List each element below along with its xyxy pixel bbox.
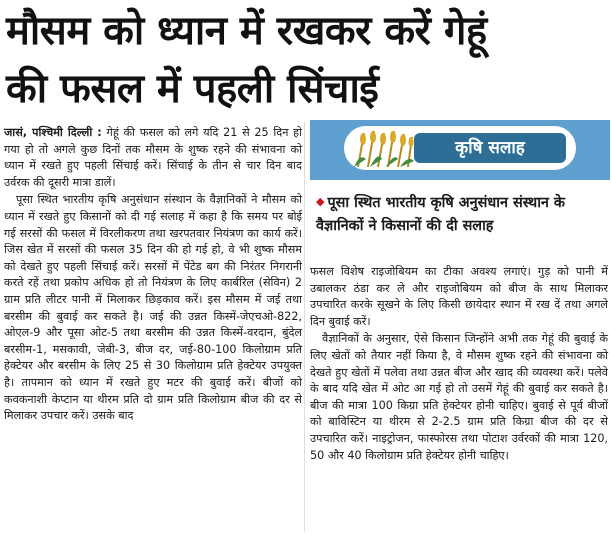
banner-badge (344, 126, 576, 170)
teaser-text: पूसा स्थित भारतीय कृषि अनुसंधान संस्थान के वैज्ञानिकों ने किसानों की दी सलाह (316, 195, 565, 234)
wheat-icon (350, 129, 416, 167)
bullet-icon: ◆ (316, 195, 325, 208)
headline-line-1: मौसम को ध्यान में रखकर करें गेहूं (6, 8, 487, 54)
headline (6, 2, 606, 118)
headline-line-2: की फसल में पहली सिंचाई (6, 66, 379, 112)
column-divider (304, 122, 305, 532)
article-paragraph: पूसा स्थित भारतीय कृषि अनुसंधान संस्थान के वैज्ञानिकों ने मौसम को ध्यान में रखते हुए किसानों को दी गई सलाह में कहा है कि समय पर बोई गई सरसों की फसल में विरलीकरण तथा खरपतवार नियंत्रण का कार्य करें। जिस खेत में सरसों की फसल 35 दिन की हो गई हो, वे भी शुष्क मौसम को देखते हुए पहली सिंचाई करें। सरसों में पेंटेड बग की निरंतर निगरानी करते रहें तथा प्रकोप अधिक हो तो नियंत्रण के लिए कार्बरिल (सेविन) 2 ग्राम प्रति लीटर पानी में मिलाकर छिड़काव करें। इस मौसम में जई तथा बरसीम की बुवाई कर सकते है। जई की उन्नत किस्में-जेएचओ-822, ओएल-9 और पूसा ओट-5 तथा बरसीम की उन्नत किस्में-वरदान, बुंदेल बरसीम-1, मसकावी, जेबी-3, बीज दर, जई-80-100 किलोग्राम प्रति हेक्टेयर और बरसीम के लिए 25 से 30 किलोग्राम प्रति हेक्टेयर उपयुक्त है। तापमान को ध्यान में रखते हुए मटर की बुवाई करें। बीजों को कवकनाशी केप्टान या थीरम प्रति दो ग्राम प्रति किलोग्राम बीज की दर से मिलाकर उपचार करें। उसके बाद (4, 193, 302, 423)
paragraph-text: गेहूं की फसल को लगे यदि 21 से 25 दिन हो गया हो तो अगले कुछ दिनों तक मौसम के शुष्क रहने की संभावना को ध्यान में रखते हुए पहली सिंचाई करें। सिंचाई के तीन से चार दिन बाद उर्वरक की दूसरी मात्रा डालें। (4, 126, 303, 189)
dateline: जासं, पश्चिमी दिल्ली : (4, 126, 102, 139)
article-column-left (4, 125, 302, 426)
krishi-salah-label: कृषि सलाह (414, 133, 566, 163)
article-paragraph: फसल विशेष राइजोबियम का टीका अवश्य लगाएं। गुड़ को पानी में उबालकर ठंडा कर ले और राइजोबियम को बीज के साथ मिलाकर उपचारित करके सूखने के लिए किसी छायेदार स्थान में रख दें तथा अगले दिन बुवाई करें। (310, 265, 608, 328)
teaser (316, 192, 608, 237)
article-paragraph: वैज्ञानिकों के अनुसार, ऐसे किसान जिन्होंने अभी तक गेहूं की बुवाई के लिए खेतों को तैयार नहीं किया है, वे मौसम शुष्क रहने की संभावना को देखते हुए खेतों में पलेवा तथा उन्नत बीज और खाद की व्यवस्था करें। पलेवे के बाद यदि खेत में ओट आ गई हो तो उसमें गेहूं की बुवाई कर सकते है। बीज की मात्रा 100 किग्रा प्रति हेक्टेयर होनी चाहिए। बुवाई से पूर्व बीजों को बाविस्टिन या थीरम से 2-2.5 ग्राम प्रति किग्रा बीज की दर से उपचारित करें। नाइट्रोजन, फास्फोरस तथा पोटाश उर्वरकों की मात्रा 120, 50 और 40 किलोग्राम प्रति हेक्टेयर होनी चाहिए। (310, 332, 608, 462)
krishi-salah-banner (310, 120, 610, 180)
article-paragraph (4, 125, 302, 191)
article-column-right (310, 264, 608, 465)
krishi-salah-box (310, 120, 610, 262)
